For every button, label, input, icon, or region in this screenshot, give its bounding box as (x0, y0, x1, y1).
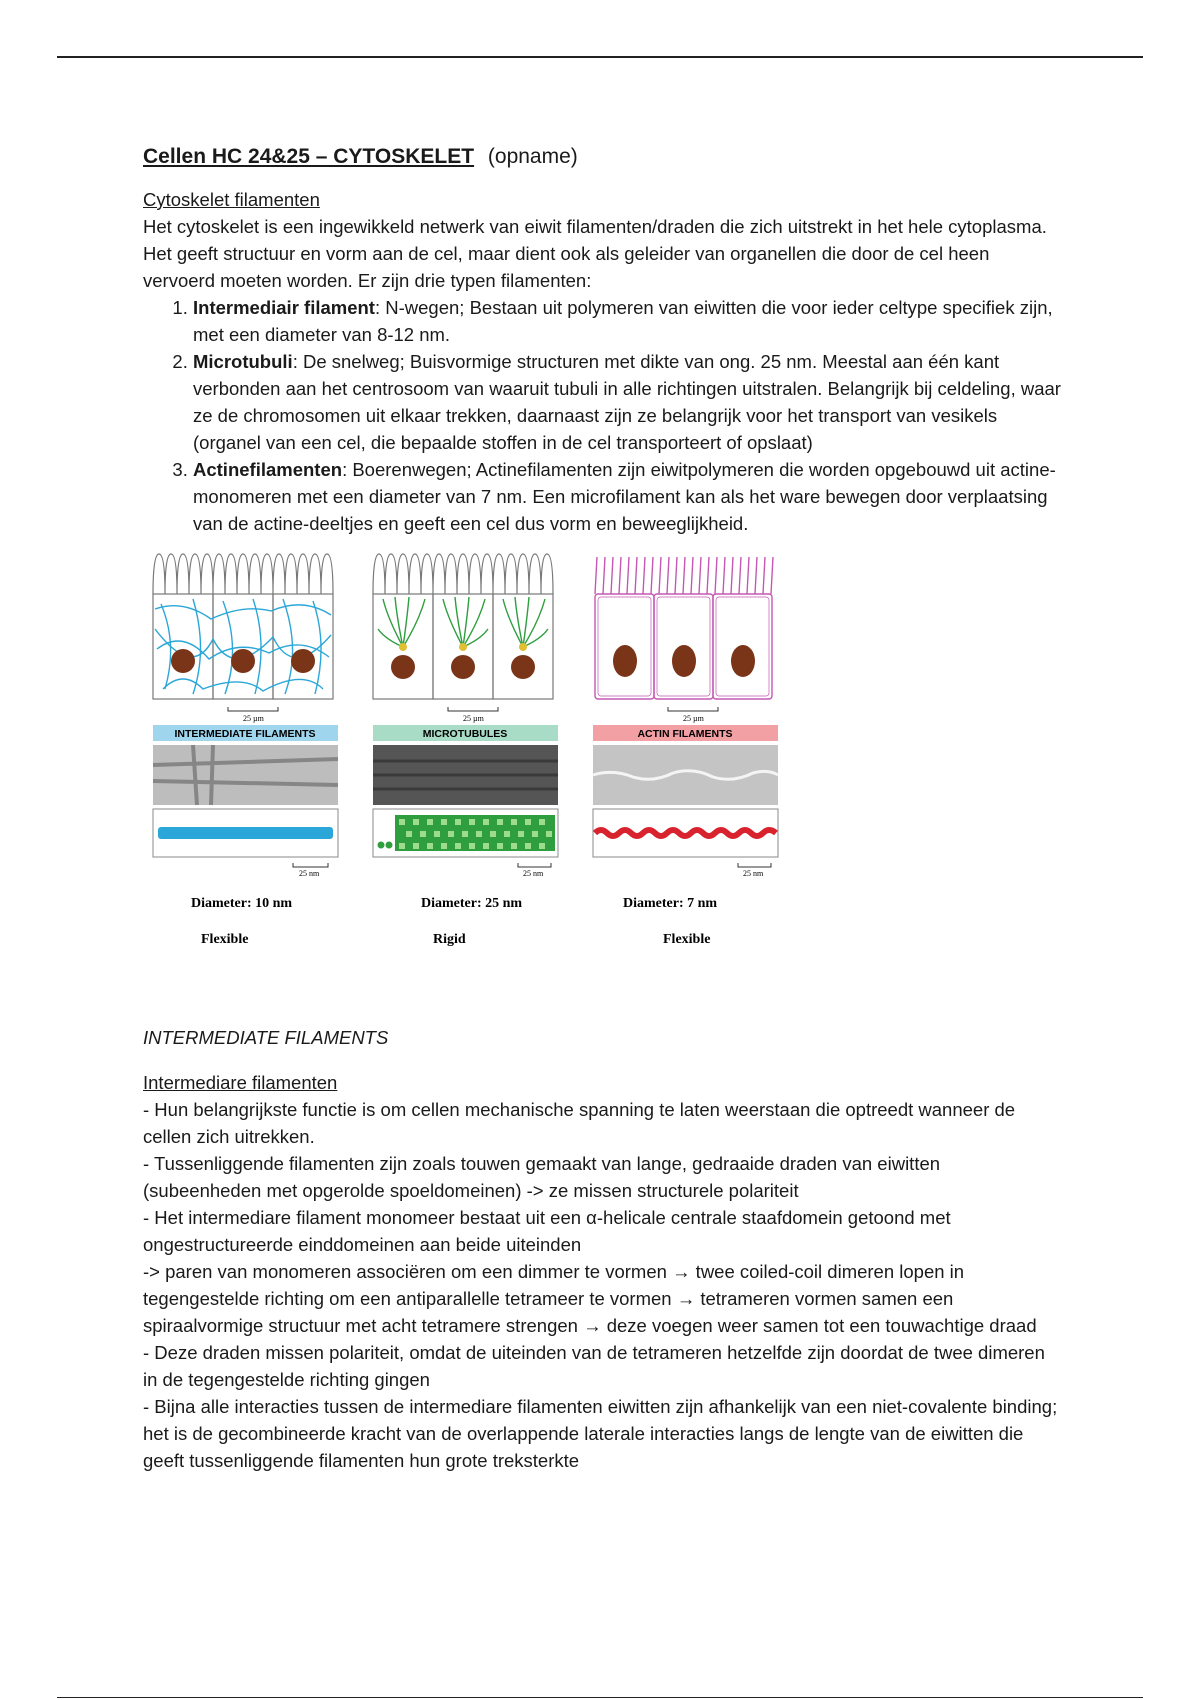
filament-list (143, 294, 1063, 537)
list-term: Intermediair filament (193, 297, 375, 318)
list-text: : De snelweg; Buisvormige structuren met dikte van ong. 25 nm. Meestal aan één kant verbonden aan het centrosoom van waaruit tubuli in alle richtingen uitstralen. Belangrijk bij celdeling, waar ze de chromosomen uit elkaar trekken, daarnaast zijn ze belangrijk voor het transport van vesikels (organel van een cel, die bepaalde stoffen in de cel transporteert of opslaat) (193, 351, 1061, 453)
nucleus-icon (391, 655, 415, 679)
panel-label: INTERMEDIATE FILAMENTS (174, 728, 316, 740)
body-line: - Het intermediare filament monomeer bestaat uit een α-helicale centrale staafdomein getoond met ongestructureerde einddomeinen aan beide uiteinden (143, 1207, 951, 1255)
panel-intermediate (153, 554, 338, 947)
body-line: - Tussenliggende filamenten zijn zoals touwen gemaakt van lange, gedraaide draden van eiwitten (subeenheden met opgerolde spoeldomeinen) -> ze missen structurele polariteit (143, 1153, 941, 1201)
scale-label-um: 25 µm (463, 714, 484, 723)
filament-figure (143, 549, 803, 994)
nucleus-icon (731, 645, 755, 677)
nucleus-icon (613, 645, 637, 677)
body-line: - Deze draden missen polariteit, omdat de uiteinden van de tetrameren hetzelfde zijn doordat de twee dimeren in de tegengestelde richting gingen (143, 1342, 1045, 1390)
list-text: : N-wegen; Bestaan uit polymeren van eiwitten die voor ieder celtype specifiek zijn, met een diameter van 8-12 nm. (193, 297, 1053, 345)
scale-label-nm: 25 nm (299, 869, 320, 878)
actin-cells (595, 557, 773, 699)
intermediate-network (155, 599, 331, 694)
panel-microtubules (373, 554, 558, 947)
section-heading-intermediare: Intermediare filamenten (143, 1072, 338, 1093)
scale-label-um: 25 µm (243, 714, 264, 723)
section-heading-cytoskelet: Cytoskelet filamenten (143, 189, 320, 210)
filament-figure-svg (143, 549, 803, 994)
scale-label-nm: 25 nm (743, 869, 764, 878)
list-item (193, 456, 1063, 537)
filament-model (158, 827, 333, 839)
nucleus-icon (231, 649, 255, 673)
document-page (143, 142, 1063, 1474)
diameter-label: Diameter: 25 nm (421, 896, 523, 911)
property-label: Rigid (433, 932, 466, 947)
list-item (193, 348, 1063, 456)
diameter-label: Diameter: 10 nm (191, 896, 293, 911)
property-label: Flexible (663, 932, 711, 947)
micrograph (153, 745, 338, 805)
nucleus-icon (291, 649, 315, 673)
nucleus-icon (171, 649, 195, 673)
list-item (193, 294, 1063, 348)
bottom-rule (57, 1697, 1143, 1698)
title-text: Cellen HC 24&25 – CYTOSKELET (143, 145, 475, 168)
scale-label-nm: 25 nm (523, 869, 544, 878)
intro-paragraph: Het cytoskelet is een ingewikkeld netwerk van eiwit filamenten/draden die zich uitstrekt in het hele cytoplasma. Het geeft structuur en vorm aan de cel, maar dient ook als geleider van organellen die door de cel heen vervoerd moeten worden. Er zijn drie typen filamenten: (143, 216, 1047, 291)
list-term: Microtubuli (193, 351, 293, 372)
cell-diagram-intermediate (153, 554, 333, 699)
title-subtitle: (opname) (487, 145, 578, 168)
list-term: Actinefilamenten (193, 459, 343, 480)
panel-label: MICROTUBULES (422, 728, 508, 740)
nucleus-icon (672, 645, 696, 677)
microtubule-array (378, 597, 548, 647)
page-title (143, 142, 1063, 172)
nucleus-icon (511, 655, 535, 679)
section-italic-heading: INTERMEDIATE FILAMENTS (143, 1027, 389, 1048)
body-line: - Bijna alle interacties tussen de intermediare filamenten eiwitten zijn afhankelijk van een niet-covalente binding; het is de gecombineerde kracht van de overlappende laterale interacties langs de lengte van de eiwitten die geeft tussenliggende filamenten hun grote treksterkte (143, 1396, 1058, 1471)
scale-label-um: 25 µm (683, 714, 704, 723)
panel-label: ACTIN FILAMENTS (637, 728, 733, 740)
property-label: Flexible (201, 932, 249, 947)
body-line: - Hun belangrijkste functie is om cellen mechanische spanning te laten weerstaan die optreedt wanneer de cellen zich uitrekken. (143, 1099, 1016, 1147)
top-rule (57, 56, 1143, 58)
list-text: : Boerenwegen; Actinefilamenten zijn eiwitpolymeren die worden opgebouwd uit actine-monomeren met een diameter van 7 nm. Een microfilament kan als het ware bewegen door verplaatsing van de actine-deeltjes en geeft een cel dus vorm en beweeglijkheid. (193, 459, 1056, 534)
panel-actin (593, 557, 778, 947)
nucleus-icon (451, 655, 475, 679)
diameter-label: Diameter: 7 nm (623, 896, 718, 911)
body-line: -> paren van monomeren associëren om een dimmer te vormen → twee coiled-coil dimeren lopen in tegengestelde richting om een antiparallelle tetrameer te vormen → tetrameren vormen samen een spiraalvormige structuur met acht tetramere strengen → deze voegen weer samen tot een touwachtige draad (143, 1261, 1037, 1336)
